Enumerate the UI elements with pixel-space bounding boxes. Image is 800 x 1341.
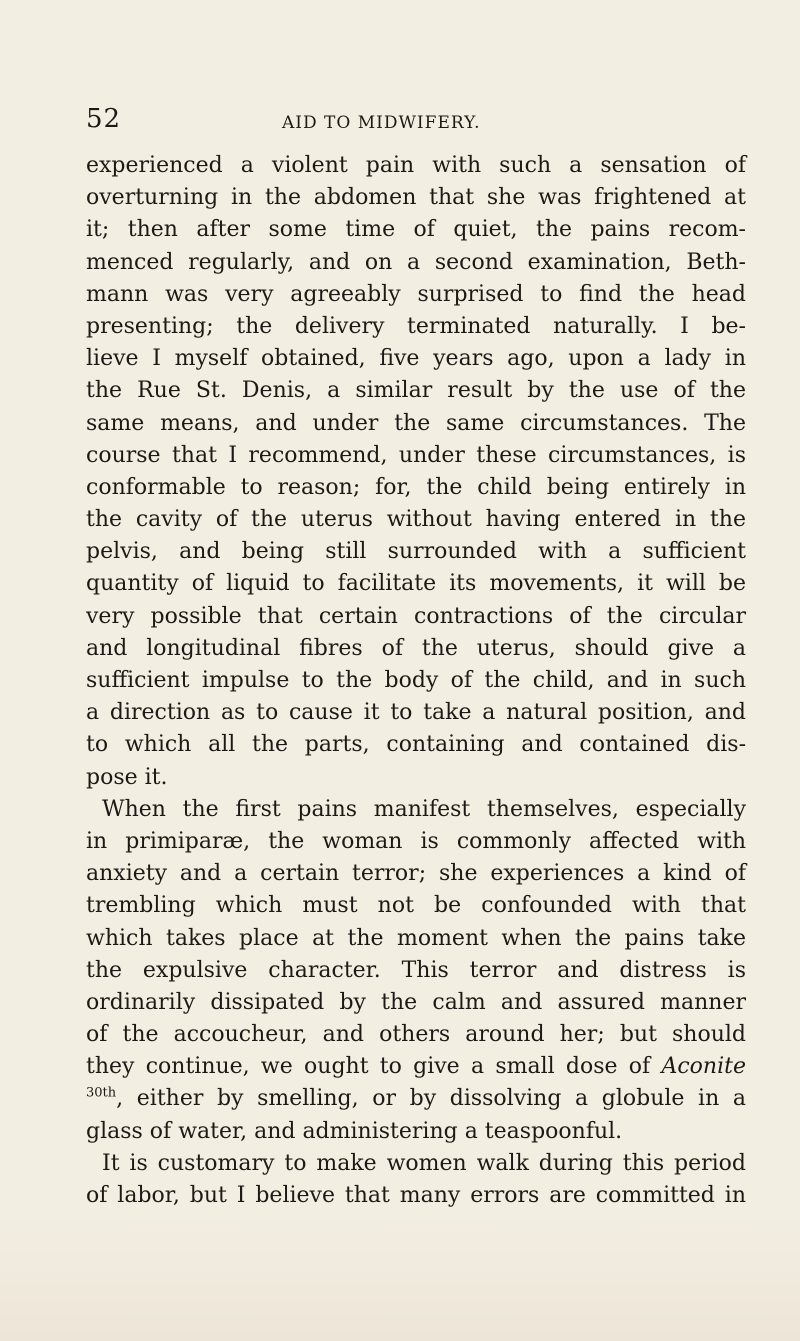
text-line: very possible that certain contractions of the circular: [86, 603, 746, 629]
text-line: the expulsive character. This terror and distress is: [86, 957, 746, 983]
text-line: It is customary to make women walk during this period: [102, 1150, 746, 1176]
text-line: it; then after some time of quiet, the pains recom-: [86, 217, 746, 243]
text-line: same means, and under the same circumstances. The: [86, 410, 746, 436]
body-text: [86, 150, 746, 1212]
text-line: conformable to reason; for, the child being entirely in: [86, 474, 746, 500]
text-line: and longitudinal fibres of the uterus, should give a: [86, 635, 746, 661]
page-stain: [0, 1210, 800, 1341]
text-line: pose it.: [86, 764, 168, 790]
text-line: menced regularly, and on a second examination, Beth-: [86, 249, 746, 275]
text-line: mann was very agreeably surprised to find the head: [86, 281, 746, 307]
text-line: trembling which must not be confounded with that: [86, 893, 746, 919]
potency-number: [86, 1086, 116, 1101]
text-line: pelvis, and being still surrounded with a sufficient: [86, 539, 746, 565]
running-head: AID TO MIDWIFERY.: [282, 113, 481, 133]
text-line: a direction as to cause it to take a natural position, and: [86, 700, 746, 726]
potency-suffix: th: [102, 1086, 117, 1102]
text-line: they continue, we ought to give a small dose of: [86, 1054, 651, 1080]
text-line: sufficient impulse to the body of the child, and in such: [86, 668, 746, 693]
text-line: lieve I myself obtained, five years ago, upon a lady in: [86, 346, 746, 372]
text-line: overturning in the abdomen that she was frightened at: [86, 185, 746, 211]
text-line: quantity of liquid to facilitate its movements, it will be: [86, 571, 746, 597]
text-line-with-potency: [86, 1083, 746, 1115]
aconite-word: Aconite: [661, 1054, 746, 1080]
text-line: in primiparæ, the woman is commonly affected with: [86, 828, 746, 854]
text-line: of the accoucheur, and others around her; but should: [86, 1022, 746, 1048]
text-line: presenting; the delivery terminated naturally. I be-: [86, 313, 746, 339]
text-line: the Rue St. Denis, a similar result by the use of the: [86, 378, 746, 404]
text-line: course that I recommend, under these circumstances, is: [86, 442, 746, 468]
page-number: 52: [86, 104, 122, 134]
text-line: to which all the parts, containing and contained dis-: [86, 732, 746, 758]
text-line: experienced a violent pain with such a sensation of: [86, 153, 746, 178]
text-line: which takes place at the moment when the pains take: [86, 925, 746, 951]
potency-number-value: 30: [86, 1086, 103, 1102]
text-line: When the first pains manifest themselves, especially: [102, 796, 746, 822]
text-line: , either by smelling, or by dissolving a globule in a: [116, 1086, 746, 1112]
text-line: the cavity of the uterus without having entered in the: [86, 507, 746, 533]
text-line-with-aconite: [86, 1051, 746, 1083]
text-line: anxiety and a certain terror; she experiences a kind of: [86, 861, 746, 887]
text-line: of labor, but I believe that many errors are committed in: [86, 1183, 746, 1208]
text-line: glass of water, and administering a teaspoonful.: [86, 1118, 623, 1144]
text-line: ordinarily dissipated by the calm and assured manner: [86, 989, 746, 1015]
